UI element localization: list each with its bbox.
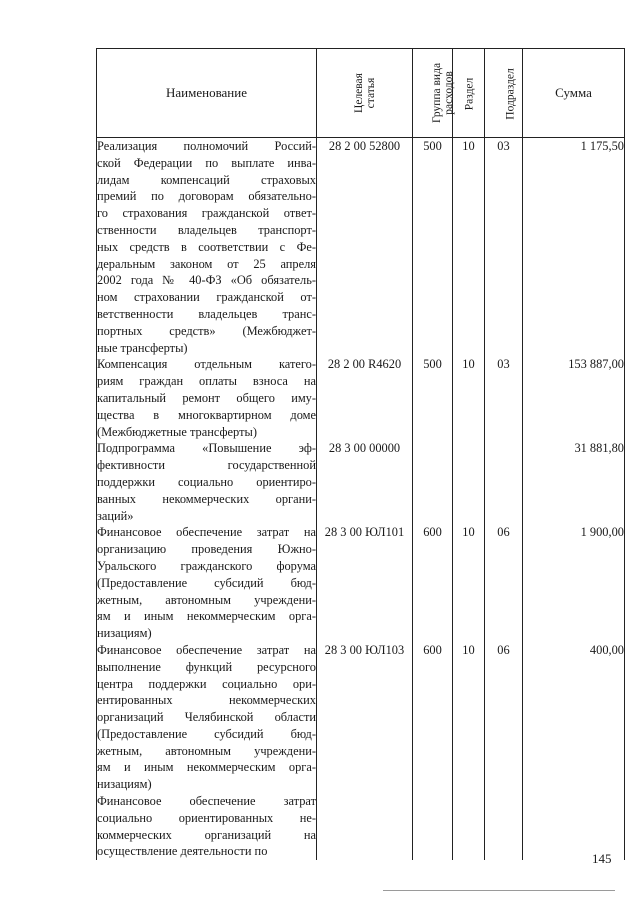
row-expense-group xyxy=(413,793,453,860)
row-target-article: 28 2 00 R4620 xyxy=(317,356,413,440)
row-section xyxy=(453,440,485,524)
table-row xyxy=(97,642,625,793)
row-sum: 1 175,50 xyxy=(523,138,625,357)
row-name-line: Компенсация отдельным катего- xyxy=(97,357,316,372)
row-name-line: центра поддержки социально ори- xyxy=(97,676,316,691)
table-row xyxy=(97,440,625,524)
row-target-article: 28 3 00 ЮЛ101 xyxy=(317,524,413,642)
row-name-line: Финансовое обеспечение затрат на xyxy=(97,525,316,540)
row-section: 10 xyxy=(453,138,485,357)
header-subsection: Подраздел xyxy=(485,49,523,138)
row-name-line: (Межбюджетные трансферты) xyxy=(97,424,257,439)
table-body xyxy=(97,138,625,861)
row-section: 10 xyxy=(453,356,485,440)
row-subsection: 06 xyxy=(485,524,523,642)
row-subsection: 03 xyxy=(485,356,523,440)
row-name-line: деральным законом от 25 апреля xyxy=(97,256,316,271)
row-target-article: 28 3 00 ЮЛ103 xyxy=(317,642,413,793)
budget-table xyxy=(96,48,625,860)
row-name-line: ном страховании гражданской от- xyxy=(97,290,316,305)
table-row xyxy=(97,524,625,642)
row-subsection: 03 xyxy=(485,138,523,357)
header-target-article: Целевая статья xyxy=(317,49,413,138)
row-name-line: лидам компенсаций страховых xyxy=(97,172,316,187)
row-name xyxy=(97,793,317,860)
row-name-line: (Предоставление субсидий бюд- xyxy=(97,726,316,741)
row-name xyxy=(97,524,317,642)
row-name-line: риям граждан оплаты взноса на xyxy=(97,374,316,389)
row-subsection: 06 xyxy=(485,642,523,793)
page-number: 145 xyxy=(592,851,612,866)
row-name-line: поддержки социально ориентиро- xyxy=(97,474,316,489)
row-sum: 153 887,00 xyxy=(523,356,625,440)
row-name-line: жетным, автономным учреждени- xyxy=(97,743,316,758)
row-name-line: выполнение функций ресурсного xyxy=(97,659,316,674)
row-name-line: социально ориентированных не- xyxy=(97,810,316,825)
row-name-line: организацию проведения Южно- xyxy=(97,542,316,557)
row-name-line: низациям) xyxy=(97,777,152,792)
row-name-line: жетным, автономным учреждени- xyxy=(97,592,316,607)
row-name-line: ные трансферты) xyxy=(97,340,188,355)
row-expense-group: 600 xyxy=(413,642,453,793)
table-header-row xyxy=(97,49,625,138)
row-sum: 31 881,80 xyxy=(523,440,625,524)
row-section: 10 xyxy=(453,642,485,793)
row-expense-group: 500 xyxy=(413,138,453,357)
row-name xyxy=(97,356,317,440)
row-name-line: организаций Челябинской области xyxy=(97,710,316,725)
row-name-line: (Предоставление субсидий бюд- xyxy=(97,575,316,590)
row-name-line: заций» xyxy=(97,508,134,523)
row-section xyxy=(453,793,485,860)
row-name-line: ветственности владельцев транс- xyxy=(97,306,316,321)
row-expense-group: 600 xyxy=(413,524,453,642)
row-name-line: коммерческих организаций на xyxy=(97,827,316,842)
row-name-line: ской Федерации по выплате инва- xyxy=(97,155,316,170)
row-name-line: го страхования гражданской ответ- xyxy=(97,206,316,221)
row-name-line: капитальный ремонт общего иму- xyxy=(97,390,316,405)
row-target-article: 28 3 00 00000 xyxy=(317,440,413,524)
header-expense-group: Группа вида расходов xyxy=(413,49,453,138)
row-subsection xyxy=(485,440,523,524)
table-row xyxy=(97,356,625,440)
row-name-line: портных средств» (Межбюджет- xyxy=(97,323,316,338)
row-name-line: 2002 года № 40-ФЗ «Об обязатель- xyxy=(97,273,316,288)
row-sum: 1 900,00 xyxy=(523,524,625,642)
table-row xyxy=(97,793,625,860)
header-sum: Сумма xyxy=(523,49,625,138)
header-name: Наименование xyxy=(97,49,317,138)
row-name-line: осуществление деятельности по xyxy=(97,844,268,859)
row-name xyxy=(97,642,317,793)
row-name-line: ванных некоммерческих органи- xyxy=(97,491,316,506)
row-name-line: Финансовое обеспечение затрат на xyxy=(97,642,316,657)
row-name-line: низациям) xyxy=(97,626,152,641)
row-expense-group: 500 xyxy=(413,356,453,440)
row-expense-group xyxy=(413,440,453,524)
header-section: Раздел xyxy=(453,49,485,138)
row-name-line: фективности государственной xyxy=(97,458,316,473)
footer-rule xyxy=(383,890,615,891)
row-name-line: ных средств в соответствии с Фе- xyxy=(97,239,316,254)
row-sum: 400,00 xyxy=(523,642,625,793)
row-name xyxy=(97,138,317,357)
table-row xyxy=(97,138,625,357)
row-name-line: Реализация полномочий Россий- xyxy=(97,139,316,153)
row-name-line: ентированных некоммерческих xyxy=(97,693,316,708)
row-target-article: 28 2 00 52800 xyxy=(317,138,413,357)
row-section: 10 xyxy=(453,524,485,642)
row-name-line: ям и иным некоммерческим орга- xyxy=(97,760,316,775)
row-name-line: Подпрограмма «Повышение эф- xyxy=(97,441,316,456)
row-name-line: Финансовое обеспечение затрат xyxy=(97,794,316,809)
row-name-line: премий по договорам обязательно- xyxy=(97,189,316,204)
row-target-article xyxy=(317,793,413,860)
row-name-line: щества в многоквартирном доме xyxy=(97,407,316,422)
row-name-line: Уральского гражданского форума xyxy=(97,558,316,573)
row-name-line: ям и иным некоммерческим орга- xyxy=(97,609,316,624)
row-name-line: ственности владельцев транспорт- xyxy=(97,222,316,237)
row-subsection xyxy=(485,793,523,860)
row-name xyxy=(97,440,317,524)
